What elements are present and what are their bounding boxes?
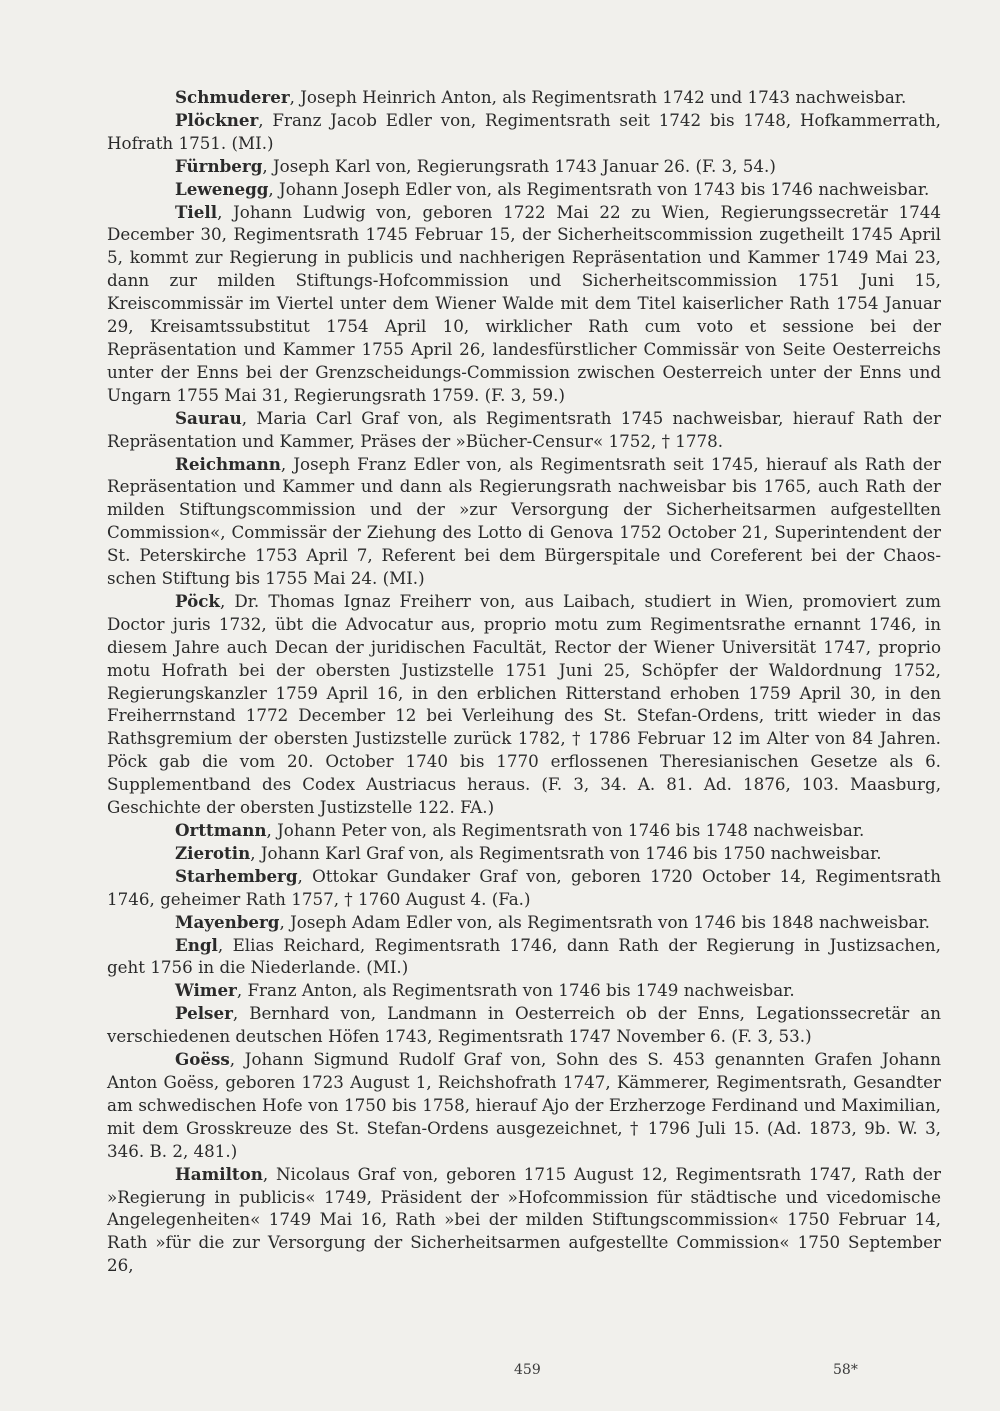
entry bbox=[107, 86, 941, 109]
entry bbox=[107, 590, 941, 819]
entry-name: Wimer bbox=[175, 980, 237, 1001]
entry-text: , Johann Ludwig von, geboren 1722 Mai 22 zu Wien, Regierungssecretär 1744 December 30, Regimentsrath 1745 Februar 15, der Sicherheitscommission zugetheilt 1745 April 5, kommt zur Regierung in publicis und nachherigen Repräsentation und Kammer 1749 Mai 23, dann zur milden Stiftungs-Hofcommission und Sicherheitscommission 1751 Juni 15, Kreiscommissär im Viertel unter dem Wiener Walde mit dem Titel kaiserlicher Rath 1754 Januar 29, Kreisamtssubstitut 1754 April 10, wirklicher Rath cum voto et sessione bei der Repräsentation und Kammer 1755 April 26, landesfürstlicher Commissär von Seite Oesterreichs unter der Enns bei der Grenzscheidungs-Commission zwischen Oesterreich unter der Enns und Ungarn 1755 Mai 31, Regierungsrath 1759. (F. 3, 59.) bbox=[107, 201, 941, 405]
entry-text: , Franz Jacob Edler von, Regimentsrath seit 1742 bis 1748, Hofkammerrath, Hofrath 1751. (MI.) bbox=[107, 109, 941, 153]
sheet-signature-mark: 58* bbox=[833, 1362, 858, 1378]
entry bbox=[107, 979, 941, 1002]
entry-name: Tiell bbox=[175, 201, 218, 222]
entry-name: Starhemberg bbox=[175, 865, 298, 886]
entry-text: , Ottokar Gundaker Graf von, geboren 1720 October 14, Regimentsrath 1746, geheimer Rath 1757, † 1760 August 4. (Fa.) bbox=[107, 865, 941, 909]
entry-text: , Johann Karl Graf von, als Regimentsrath von 1746 bis 1750 nachweisbar. bbox=[250, 842, 882, 863]
entry-name: Schmuderer bbox=[175, 87, 290, 107]
entry-text: , Joseph Heinrich Anton, als Regimentsrath 1742 und 1743 nachweisbar. bbox=[289, 87, 907, 107]
entry-name: Plöckner bbox=[175, 109, 259, 130]
entry bbox=[107, 155, 941, 178]
entry-text: , Nicolaus Graf von, geboren 1715 August 12, Regimentsrath 1747, Rath der »Regierung in publicis« 1749, Präsident der »Hofcommission für städtische und vicedomische Angelegenheiten« 1749 Mai 16, Rath »bei der milden Stiftungscommission« 1750 Februar 14, Rath »für die zur Versorgung der Sicherheitsarmen aufgestellte Commission« 1750 September 26, bbox=[107, 1163, 941, 1276]
entry-name: Pöck bbox=[175, 590, 220, 611]
entry bbox=[107, 819, 941, 842]
entry bbox=[107, 842, 941, 865]
entry-name: Mayenberg bbox=[175, 911, 280, 932]
entry-list bbox=[107, 86, 941, 1277]
entry-name: Fürnberg bbox=[175, 155, 263, 176]
entry-text: , Maria Carl Graf von, als Regimentsrath 1745 nachweisbar, hierauf Rath der Repräsentation und Kammer, Präses der »Bücher-Censur« 1752, † 1778. bbox=[107, 407, 941, 451]
entry bbox=[107, 178, 941, 201]
page-number: 459 bbox=[514, 1362, 541, 1378]
entry-name: Lewenegg bbox=[175, 178, 269, 199]
entry bbox=[107, 865, 941, 911]
entry-name: Zierotin bbox=[175, 842, 251, 863]
entry-name: Orttmann bbox=[175, 820, 267, 840]
entry-name: Saurau bbox=[175, 407, 242, 428]
entry bbox=[107, 407, 941, 453]
entry bbox=[107, 1163, 941, 1278]
entry-text: , Franz Anton, als Regimentsrath von 1746 bis 1749 nachweisbar. bbox=[236, 980, 795, 1001]
entry bbox=[107, 109, 941, 155]
entry bbox=[107, 911, 941, 934]
entry bbox=[107, 1002, 941, 1048]
entry bbox=[107, 1048, 941, 1163]
entry-name: Reichmann bbox=[175, 453, 281, 474]
entry-name: Hamilton bbox=[175, 1163, 263, 1184]
entry bbox=[107, 201, 941, 407]
entry-text: , Joseph Karl von, Regierungsrath 1743 Januar 26. (F. 3, 54.) bbox=[262, 155, 776, 176]
entry-text: , Joseph Franz Edler von, als Regimentsrath seit 1745, hierauf als Rath der Repräsentation und Kammer und dann als Regierungsrath nachweisbar bis 1765, auch Rath der milden Stiftungscommission und der »zur Versorgung der Sicherheitsarmen aufgestellten Commission«, Commissär der Ziehung des Lotto di Genova 1752 October 21, Superintendent der St. Peterskirche 1753 April 7, Referent bei dem Bürgerspitale und Coreferent bei der Chaos-schen Stiftung bis 1755 Mai 24. (MI.) bbox=[107, 453, 941, 589]
entry-text: , Johann Sigmund Rudolf Graf von, Sohn des S. 453 genannten Grafen Johann Anton Goëss, geboren 1723 August 1, Reichshofrath 1747, Kämmerer, Regimentsrath, Gesandter am schwedischen Hofe von 1750 bis 1758, hierauf Ajo der Erzherzoge Ferdinand und Maximilian, mit dem Grosskreuze des St. Stefan-Ordens ausgezeichnet, † 1796 Juli 15. (Ad. 1873, 9b. W. 3, 346. B. 2, 481.) bbox=[107, 1049, 941, 1161]
entry-text: , Johann Joseph Edler von, als Regimentsrath von 1743 bis 1746 nachweisbar. bbox=[268, 178, 930, 199]
entry-name: Goëss bbox=[175, 1049, 230, 1070]
entry bbox=[107, 934, 941, 980]
entry-text: , Joseph Adam Edler von, als Regimentsrath von 1746 bis 1848 nachweisbar. bbox=[279, 911, 930, 932]
entry-text: , Dr. Thomas Ignaz Freiherr von, aus Laibach, studiert in Wien, promoviert zum Doctor juris 1732, übt die Advocatur aus, proprio motu zum Regimentsrathe ernannt 1746, in diesem Jahre auch Decan der juridischen Facultät, Rector der Wiener Universität 1747, proprio motu Hofrath bei der obersten Justizstelle 1751 Juni 25, Schöpfer der Waldordnung 1752, Regierungskanzler 1759 April 16, in den erblichen Ritterstand erhoben 1759 April 30, in den Freiherrnstand 1772 December 12 bei Verleihung des St. Stefan-Ordens, tritt wieder in das Rathsgremium der obersten Justizstelle zurück 1782, † 1786 Februar 12 im Alter von 84 Jahren. Pöck gab die vom 20. October 1740 bis 1770 erflossenen Theresianischen Gesetze als 6. Supplementband des Codex Austriacus heraus. (F. 3, 34. A. 81. Ad. 1876, 103. Maasburg, Geschichte der obersten Justizstelle 122. FA.) bbox=[107, 590, 941, 818]
entry-text: , Johann Peter von, als Regimentsrath von 1746 bis 1748 nachweisbar. bbox=[266, 820, 865, 840]
entry bbox=[107, 453, 941, 590]
entry-name: Engl bbox=[175, 934, 218, 955]
entry-text: , Bernhard von, Landmann in Oesterreich ob der Enns, Legationssecretär an verschiedenen deutschen Höfen 1743, Regimentsrath 1747 November 6. (F. 3, 53.) bbox=[107, 1003, 941, 1047]
entry-name: Pelser bbox=[175, 1003, 233, 1024]
entry-text: , Elias Reichard, Regimentsrath 1746, dann Rath der Regierung in Justizsachen, geht 1756 in die Niederlande. (MI.) bbox=[107, 934, 941, 978]
